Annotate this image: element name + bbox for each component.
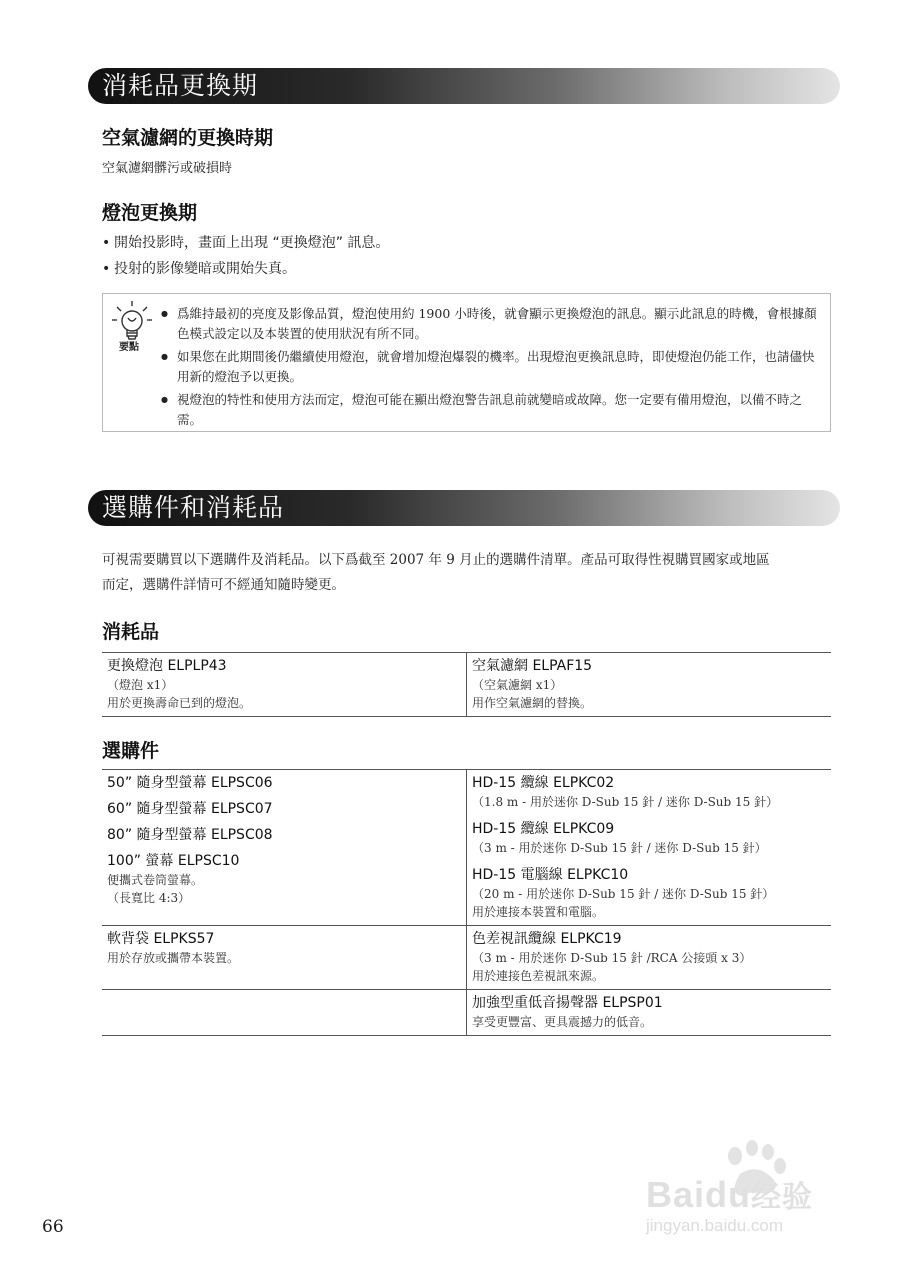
options-heading: 選購件 <box>102 740 160 762</box>
product-name: 軟背袋 ELPKS57 <box>107 931 215 947</box>
consumables-table <box>102 652 831 717</box>
section-banner-replacement-period: 消耗品更換期 <box>88 68 840 104</box>
screen-name: 50” 隨身型螢幕 ELPSC06 <box>107 775 273 791</box>
options-table <box>102 769 831 1036</box>
watermark-url: jingyan.baidu.com <box>646 1216 784 1235</box>
air-filter-heading: 空氣濾網的更換時期 <box>102 127 274 149</box>
product-desc: 用作空氣濾網的替換。 <box>472 696 593 710</box>
page-number: 66 <box>42 1217 64 1237</box>
screen-ratio: （長寬比 4:3） <box>107 891 191 905</box>
note-item: ● 視燈泡的特性和使用方法而定，燈泡可能在顯出燈泡警告訊息前就變暗或故障。您一定要有備用燈泡，以備不時之需。 <box>161 390 821 430</box>
watermark-brand: Baidu <box>646 1174 752 1215</box>
cable-spec: （3 m - 用於迷你 D-Sub 15 針 / 迷你 D-Sub 15 針） <box>472 841 767 855</box>
table-row <box>102 926 831 990</box>
note-item: ● 爲維持最初的亮度及影像品質，燈泡使用約 1900 小時後，就會顯示更換燈泡的訊息。顯示此訊息的時機，會根據顏色模式設定以及本裝置的使用狀況有所不同。 <box>161 304 821 344</box>
lamp-bullet-2: • 投射的影像變暗或開始失真。 <box>102 261 296 277</box>
table-cell-empty <box>102 990 467 1036</box>
product-desc: 用於更換壽命已到的燈泡。 <box>107 696 252 710</box>
product-name: 空氣濾網 ELPAF15 <box>472 658 593 674</box>
consumables-heading: 消耗品 <box>102 621 160 643</box>
intro-line-1: 可視需要購買以下選購件及消耗品。以下爲截至 2007 年 9 月止的選購件清單。產品可取得性視購買國家或地區 <box>102 552 770 568</box>
screen-name: 80” 隨身型螢幕 ELPSC08 <box>107 827 273 843</box>
cable-name: HD-15 電腦線 ELPKC10 <box>472 867 629 883</box>
air-filter-text: 空氣濾網髒污或破損時 <box>102 161 233 176</box>
note-label: 要點 <box>119 342 139 353</box>
lamp-heading: 燈泡更換期 <box>102 202 198 224</box>
product-spec: （3 m - 用於迷你 D-Sub 15 針 /RCA 公接頭 x 3） <box>472 951 752 965</box>
lamp-bullet-1: • 開始投影時，畫面上出現 “更換燈泡” 訊息。 <box>102 235 390 251</box>
intro-line-2: 而定，選購件詳情可不經通知隨時變更。 <box>102 577 345 593</box>
table-cell <box>467 990 832 1036</box>
product-qty: （燈泡 x1） <box>107 678 174 692</box>
product-desc: 用於連接色差視訊來源。 <box>472 969 605 983</box>
product-name: 色差視訊纜線 ELPKC19 <box>472 931 622 947</box>
note-list <box>161 304 821 433</box>
product-desc: 用於存放或攜帶本裝置。 <box>107 951 240 965</box>
screen-desc: 便攜式卷筒螢幕。 <box>107 873 204 887</box>
table-row <box>102 653 831 717</box>
note-item: ● 如果您在此期間後仍繼續使用燈泡，就會增加燈泡爆裂的機率。出現燈泡更換訊息時，即使燈泡仍能工作，也請儘快用新的燈泡予以更換。 <box>161 347 821 387</box>
table-cell <box>102 770 467 926</box>
cable-spec: （1.8 m - 用於迷你 D-Sub 15 針 / 迷你 D-Sub 15 針） <box>472 795 779 809</box>
product-desc: 享受更豐富、更具震撼力的低音。 <box>472 1015 653 1029</box>
table-cell <box>102 653 467 717</box>
table-cell <box>467 653 832 717</box>
cable-name: HD-15 纜線 ELPKC02 <box>472 775 615 791</box>
table-row <box>102 770 831 926</box>
screen-name: 100” 螢幕 ELPSC10 <box>107 853 240 869</box>
table-cell <box>467 926 832 990</box>
cable-name: HD-15 纜線 ELPKC09 <box>472 821 615 837</box>
product-qty: （空氣濾網 x1） <box>472 678 563 692</box>
section-banner-options: 選購件和消耗品 <box>88 490 840 526</box>
note-box <box>102 293 831 432</box>
table-cell <box>467 770 832 926</box>
cable-spec: （20 m - 用於迷你 D-Sub 15 針 / 迷你 D-Sub 15 針） <box>472 887 775 901</box>
watermark-brand-cn: 经验 <box>751 1181 814 1214</box>
baidu-watermark <box>640 1140 850 1240</box>
table-cell <box>102 926 467 990</box>
product-name: 更換燈泡 ELPLP43 <box>107 658 227 674</box>
product-name: 加強型重低音揚聲器 ELPSP01 <box>472 995 663 1011</box>
cable-desc: 用於連接本裝置和電腦。 <box>472 905 605 919</box>
screen-name: 60” 隨身型螢幕 ELPSC07 <box>107 801 273 817</box>
table-row <box>102 990 831 1036</box>
